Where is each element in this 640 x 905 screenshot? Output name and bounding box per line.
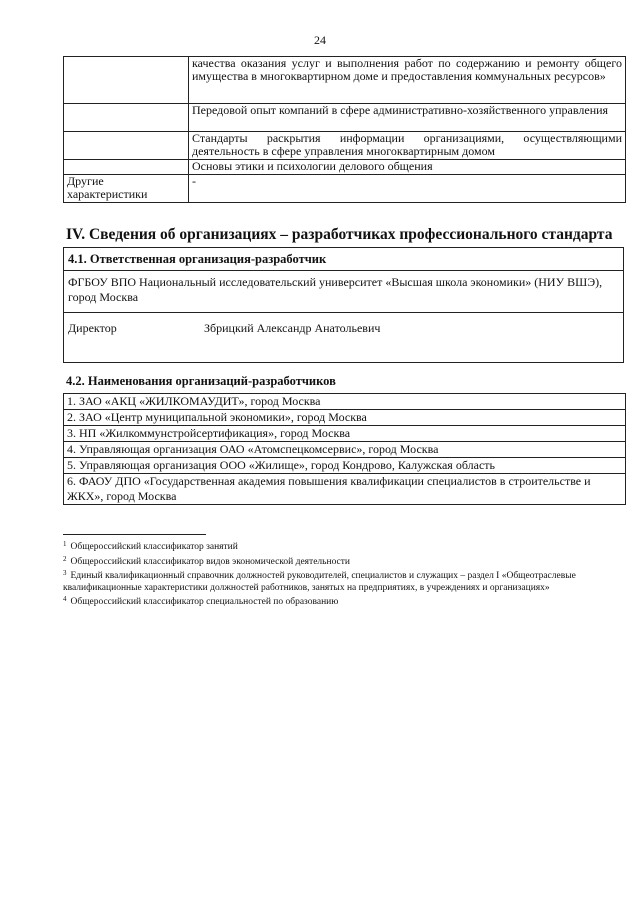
knowledge-item: Основы этики и психологии делового общения bbox=[189, 160, 626, 175]
footnote bbox=[63, 554, 583, 569]
responsible-organization-box bbox=[63, 247, 624, 363]
developer-item: 2. ЗАО «Центр муниципальной экономики», город Москва bbox=[64, 410, 626, 426]
table-row bbox=[64, 57, 626, 104]
responsible-org-name: ФГБОУ ВПО Национальный исследовательский университет «Высшая школа экономики» (НИУ ВШЭ), город Москва bbox=[68, 275, 603, 304]
developer-item: 3. НП «Жилкоммунстройсертификация», город Москва bbox=[64, 426, 626, 442]
qualification-requirements-table bbox=[63, 56, 626, 203]
row-label bbox=[64, 57, 189, 104]
footnote-number: 1 bbox=[63, 540, 67, 548]
knowledge-item: Передовой опыт компаний в сфере административно-хозяйственного управления bbox=[189, 104, 626, 132]
responsible-org-heading: 4.1. Ответственная организация-разработчик bbox=[68, 252, 327, 266]
divider bbox=[64, 312, 623, 313]
developer-item: 5. Управляющая организация ООО «Жилище», город Кондрово, Калужская область bbox=[64, 458, 626, 474]
footnote-text: Единый квалификационный справочник должностей руководителей, специалистов и служащих – раздел I «Общеотраслевые квалификационные характеристики должностей работников, занятых на предприятиях, в учреждениях и организациях» bbox=[63, 571, 576, 593]
director-name: Збрицкий Александр Анатольевич bbox=[204, 321, 381, 335]
footnote-text: Общероссийский классификатор специальностей по образованию bbox=[70, 597, 339, 607]
footnotes bbox=[63, 539, 583, 609]
developer-item: 1. ЗАО «АКЦ «ЖИЛКОМАУДИТ», город Москва bbox=[64, 394, 626, 410]
director-position: Директор bbox=[68, 321, 117, 335]
developer-organizations-table bbox=[63, 393, 626, 505]
footnote-text: Общероссийский классификатор занятий bbox=[70, 542, 238, 552]
row-label bbox=[64, 104, 189, 132]
table-row bbox=[64, 442, 626, 458]
developer-item: 4. Управляющая организация ОАО «Атомспецкомсервис», город Москва bbox=[64, 442, 626, 458]
footnote bbox=[63, 594, 583, 609]
row-label bbox=[64, 132, 189, 160]
section-heading: IV. Сведения об организациях – разработчиках профессионального стандарта bbox=[66, 226, 613, 243]
footnote bbox=[63, 568, 583, 594]
footnote-number: 3 bbox=[63, 569, 67, 577]
table-row bbox=[64, 458, 626, 474]
table-row bbox=[64, 426, 626, 442]
row-label: Другие характеристики bbox=[64, 175, 189, 203]
footnote-number: 2 bbox=[63, 554, 67, 563]
table-row bbox=[64, 132, 626, 160]
table-row bbox=[64, 160, 626, 175]
footnote bbox=[63, 539, 583, 554]
developers-heading: 4.2. Наименования организаций-разработчиков bbox=[66, 374, 336, 388]
table-row bbox=[64, 474, 626, 505]
table-row bbox=[64, 104, 626, 132]
table-row bbox=[64, 394, 626, 410]
footnote-text: Общероссийский классификатор видов экономической деятельности bbox=[70, 556, 351, 567]
other-characteristics-value: - bbox=[189, 175, 626, 203]
knowledge-item: Стандарты раскрытия информации организациями, осуществляющими деятельность в сфере управления многоквартирным домом bbox=[189, 132, 626, 160]
table-row bbox=[64, 175, 626, 203]
table-row bbox=[64, 410, 626, 426]
row-label bbox=[64, 160, 189, 175]
divider bbox=[64, 270, 623, 271]
knowledge-item: качества оказания услуг и выполнения работ по содержанию и ремонту общего имущества в многоквартирном доме и предоставления коммунальных ресурсов» bbox=[189, 57, 626, 104]
footnote-number: 4 bbox=[63, 595, 67, 603]
developer-item: 6. ФАОУ ДПО «Государственная академия повышения квалификации специалистов в строительстве и ЖКХ», город Москва bbox=[64, 474, 626, 505]
page-number: 24 bbox=[314, 33, 326, 47]
footnote-separator bbox=[63, 534, 206, 535]
